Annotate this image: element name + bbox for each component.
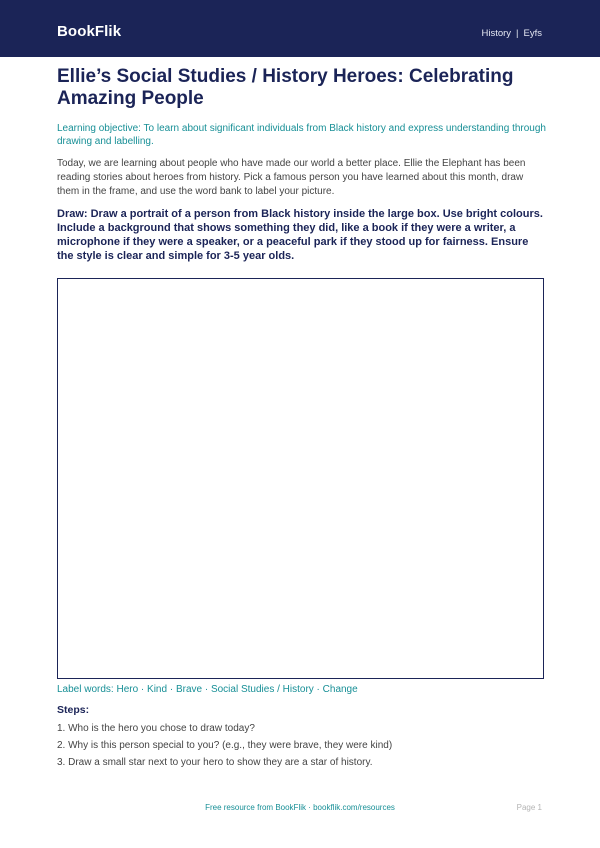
step-item-3: 3. Draw a small star next to your hero to show they are a star of history. [57, 757, 373, 768]
drawing-frame[interactable] [57, 278, 544, 679]
steps-list [57, 723, 547, 774]
breadcrumb [481, 28, 542, 39]
brand-logo-text[interactable]: BookFlik [57, 23, 122, 40]
step-item-1: 1. Who is the hero you chose to draw today? [57, 723, 255, 734]
label-word-bank: Label words: Hero · Kind · Brave · Social Studies / History · Change [57, 684, 358, 695]
intro-paragraph: Today, we are learning about people who have made our world a better place. Ellie the Elephant has been reading stories about heroes from history. Pick a famous person you have learned about this month, draw them in the frame, and use the word bank to label your picture. [57, 158, 526, 197]
learning-objective: Learning objective: To learn about significant individuals from Black history and express understanding through drawing and labelling. [57, 123, 546, 147]
footer-resource-link[interactable]: Free resource from BookFlik · bookflik.com/resources [205, 803, 395, 812]
steps-heading: Steps: [57, 704, 90, 716]
breadcrumb-separator: | [516, 28, 519, 39]
page-title: Ellie’s Social Studies / History Heroes: Celebrating Amazing People [57, 66, 514, 109]
footer-page-number: Page 1 [516, 803, 542, 812]
breadcrumb-item-eyfs[interactable]: Eyfs [523, 28, 542, 39]
draw-instruction: Draw: Draw a portrait of a person from Black history inside the large box. Use bright colours. Include a background that shows something they did, like a book if they were a writer, a microphone if they were a speaker, or a peaceful park if they stood up for fairness. Ensure the style is clear and simple for 3-5 year olds. [57, 208, 543, 262]
breadcrumb-item-history[interactable]: History [481, 28, 512, 39]
top-header-bar [0, 0, 600, 57]
step-item-2: 2. Why is this person special to you? (e.g., they were brave, they were kind) [57, 740, 393, 751]
